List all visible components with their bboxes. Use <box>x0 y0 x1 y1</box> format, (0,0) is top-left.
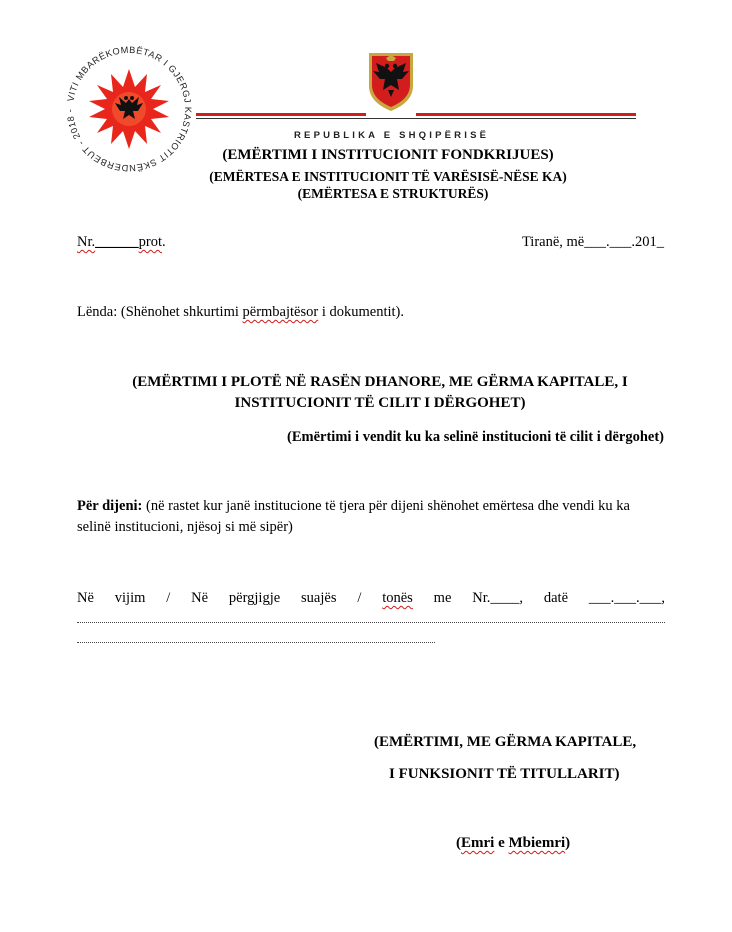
subject-line <box>77 304 404 321</box>
name-close: ) <box>565 835 571 851</box>
signature-title: (EMËRTIMI, ME GËRMA KAPITALE, <box>374 734 637 750</box>
header-rule-thin <box>196 118 636 119</box>
protocol-number <box>77 234 166 251</box>
signature-function: I FUNKSIONIT TË TITULLARIT) <box>389 766 620 782</box>
header-rule-left <box>196 113 366 116</box>
cc-label: Për dijeni: <box>77 498 143 514</box>
institution-dependency: (EMËRTESA E INSTITUCIONIT TË VARËSISË-NËSE KA) <box>209 169 567 184</box>
nr-blank: ______ <box>95 234 139 250</box>
cc-text: (në rastet kur janë institucione të tjera për dijeni shënohet emërtesa dhe vendi ku ka selinë institucioni, njësoj si më sipër) <box>77 498 630 535</box>
nr-prefix: Nr. <box>77 234 96 250</box>
name-open: ( <box>456 835 461 851</box>
cc-paragraph <box>77 496 665 538</box>
body-text-b: me Nr.____, datë ___.___.___, <box>412 590 665 606</box>
signature-name <box>456 835 570 852</box>
body-flagged-word: tonës <box>382 590 413 606</box>
albania-emblem <box>366 50 416 113</box>
logo-ring-text: VITI MBARËKOMBËTAR I GJERGJ KASTRIOTIT SKËNDERBEUT - 2018 - <box>64 45 194 173</box>
recipient-place: (Emërtimi i vendit ku ka selinë institucioni të cilit i dërgohet) <box>287 429 664 445</box>
name-last: Mbiemri <box>508 835 566 851</box>
republic-label: REPUBLIKA E SHQIPËRISË <box>294 130 490 141</box>
recipient-block <box>90 372 670 414</box>
nr-end: . <box>161 234 166 250</box>
institution-founder: (EMËRTIMI I INSTITUCIONIT FONDKRIJUES) <box>222 147 554 163</box>
name-mid: e <box>494 835 509 851</box>
recipient-line2: INSTITUCIONIT TË CILIT I DËRGOHET) <box>234 395 526 411</box>
body-dotted-line-1 <box>77 622 665 623</box>
subject-lead: Lënda: (Shënohet shkurtimi <box>77 304 243 320</box>
place-date: Tiranë, më___.___.201_ <box>521 234 664 250</box>
body-dotted-line-2 <box>77 642 435 643</box>
institution-structure: (EMËRTESA E STRUKTURËS) <box>297 186 489 201</box>
header-rule-right <box>416 113 636 116</box>
subject-flagged-word: përmbajtësor <box>242 304 319 320</box>
recipient-line1: (EMËRTIMI I PLOTË NË RASËN DHANORE, ME GËRMA KAPITALE, I <box>132 374 628 390</box>
subject-tail: i dokumentit). <box>318 304 405 320</box>
name-first: Emri <box>461 835 495 851</box>
body-text-a: Në vijim / Në përgjigje suajës / <box>77 590 383 606</box>
body-reference-line <box>77 588 665 609</box>
nr-suffix: prot <box>138 234 162 250</box>
